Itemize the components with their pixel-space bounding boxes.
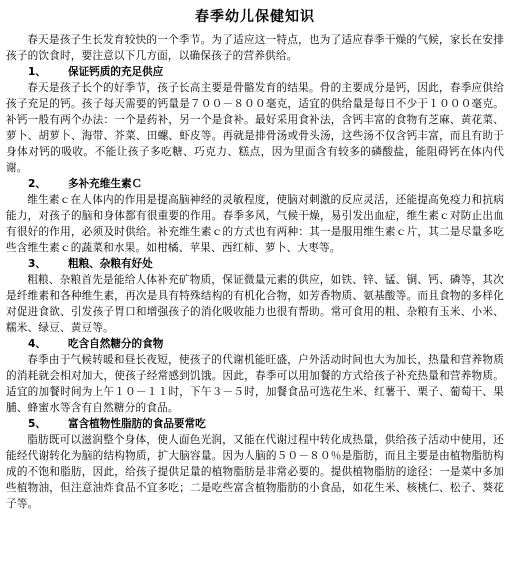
section-number: 3、 <box>28 258 46 270</box>
section-heading-3 <box>6 256 504 272</box>
section-body-1: 春天是孩子长个的好季节，孩子长高主要是骨骼发育的结果。骨的主要成分是钙，因此，春季应供给孩子充足的钙。孩子每天需要的钙量是７００－８００毫克，适宜的供给量是每日不少于１０００毫克。补钙一般有两个办法：一个是药补，另一个是食补。最好采用食补法，含钙丰富的食物有芝麻、黄花菜、萝卜、胡萝卜、海带、芥菜、田螺、虾皮等。再就是排骨汤或骨头汤，这些汤不仅含钙丰富，而且有助于身体对钙的吸收。不能让孩子多吃糖、巧克力、糕点，因为里面含有较多的磷酸盐，能阻碍钙在体内代谢。 <box>6 82 504 174</box>
section-body-4: 春季由于气候转暖和昼长夜短，使孩子的代谢机能旺盛，户外活动时间也大为加长，热量和营养物质的消耗就会相对加大，使孩子经常感到饥饿。因此，春季可以用加餐的方式给孩子补充热量和营养物质。适宜的加餐时间为上午１０－１１时，下午３－５时，加餐食品可选花生米、红薯干、栗子、葡萄干、果脯、蜂蜜水等含有自然糖分的食品。 <box>6 354 504 414</box>
intro-paragraph: 春天是孩子生长发育较快的一个季节。为了适应这一特点，也为了适应春季干燥的气候，家长在安排孩子的饮食时，要注意以下几方面，以确保孩子的营养供给。 <box>6 34 504 62</box>
section-heading-2 <box>6 176 504 192</box>
section-number: 5、 <box>28 418 46 430</box>
section-number: 4、 <box>28 338 46 350</box>
section-body-5: 脂肪既可以滋润整个身体，使人面色光润，又能在代谢过程中转化成热量，供给孩子活动中使用，还能经代谢转化为脑的结构物质，扩大脑容量。因为人脑的５０－８０％是脂肪，而且主要是由植物脂肪构成的不饱和脂肪，因此，给孩子提供足量的植物脂肪是非常必要的。提供植物脂肪的途径：一是菜中多加些植物油，但注意油炸食品不宜多吃；二是吃些富含植物脂肪的小食品，如花生米、核桃仁、松子、葵花子等。 <box>6 434 504 510</box>
section-number: 1、 <box>28 66 46 78</box>
document-page <box>6 4 504 512</box>
section-title: 富含植物性脂肪的食品要常吃 <box>68 418 206 430</box>
section-title: 粗粮、杂粮有好处 <box>68 258 153 270</box>
section-body-3: 粗粮、杂粮首先是能给人体补充矿物质，保证微量元素的供应，如铁、锌、锰、铜、钙、磷等，其次是纤维素和各种维生素，再次是具有特殊结构的有机化合物，如芳香物质、氨基酸等。而且食物的多样化对促进食欲、引发孩子胃口和增强孩子的消化吸收能力也很有帮助。常可食用的粗、杂粮有玉米、小米、糯米、绿豆、黄豆等。 <box>6 274 504 334</box>
section-title: 吃含自然糖分的食物 <box>68 338 164 350</box>
section-body-2: 维生素ｃ在人体内的作用是提高脑神经的灵敏程度，使脑对刺激的反应灵活，还能提高免疫力和抗病能力，对孩子的脑和身体都有很重要的作用。春季多风，气候干燥，易引发出血症，维生素ｃ对防止出血有很好的作用，必须及时供给。补充维生素ｃ的方式也有两种：其一是服用维生素ｃ片，其二是尽量多吃些含维生素ｃ的蔬菜和水果。如柑橘、苹果、西红柿、萝卜、大枣等。 <box>6 194 504 254</box>
section-heading-4 <box>6 336 504 352</box>
section-heading-5 <box>6 416 504 432</box>
document-title: 春季幼儿保健知识 <box>195 9 315 25</box>
section-heading-1 <box>6 64 504 80</box>
section-title: 多补充维生素Ｃ <box>68 178 143 190</box>
section-title: 保证钙质的充足供应 <box>68 66 164 78</box>
section-number: 2、 <box>28 178 46 190</box>
